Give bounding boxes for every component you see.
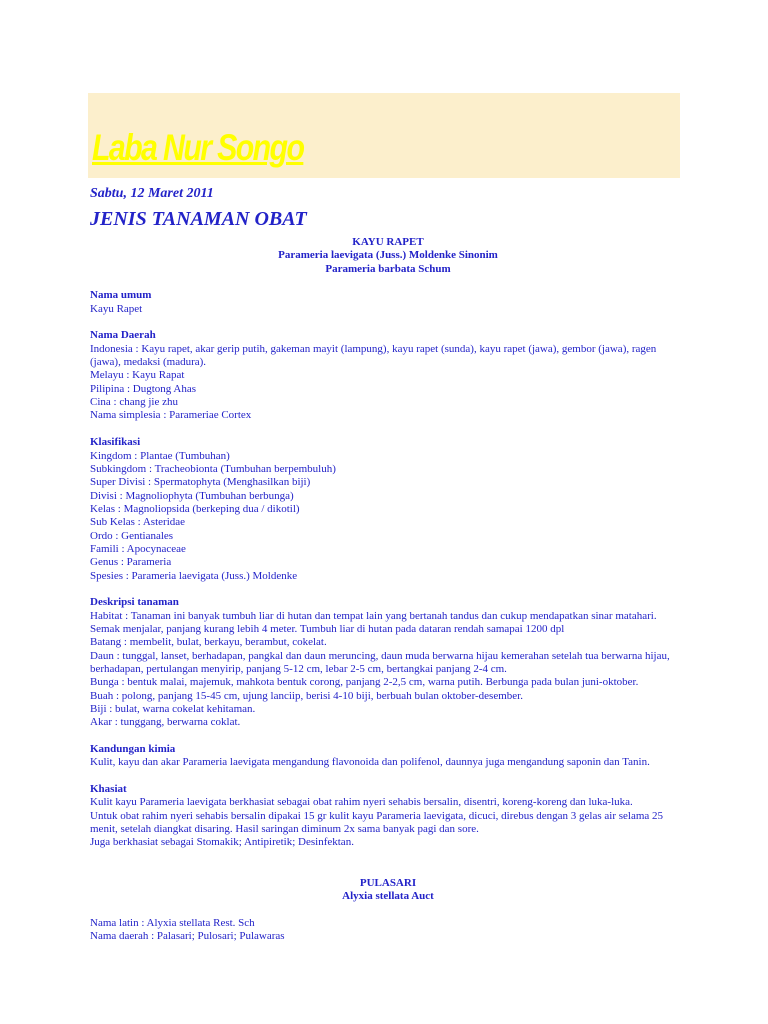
plant1-header — [90, 236, 686, 276]
section-line: Kelas : Magnoliopsida (berkeping dua / dikotil) — [90, 502, 300, 515]
plant-header-line: PULASARI — [359, 876, 417, 889]
plant1-sections — [90, 289, 686, 849]
blog-title-link[interactable]: Laba Nur Songo — [92, 127, 304, 168]
section-line: Bunga : bentuk malai, majemuk, mahkota bentuk corong, panjang 2-2,5 cm, warna putih. Berbunga pada bulan juni-oktober. — [90, 676, 639, 689]
plant2-lines — [90, 917, 686, 944]
section-line: Nama simplesia : Parameriae Cortex — [90, 409, 252, 422]
section-line: Kayu Rapet — [90, 302, 143, 315]
section-heading: Nama umum — [90, 289, 152, 302]
section-line: Untuk obat rahim nyeri sehabis bersalin dipakai 15 gr kulit kayu Parameria laevigata, dicuci, direbus dengan 3 gelas air selama 25 menit, setelah diangkat disaring. Hasil saringan diminum 2x sama banyak pagi dan sore. — [90, 809, 664, 836]
blog-header — [88, 93, 680, 178]
section-line: Super Divisi : Spermatophyta (Menghasilkan biji) — [90, 476, 311, 489]
section — [90, 289, 686, 316]
section — [90, 329, 686, 422]
section-line: Sub Kelas : Asteridae — [90, 516, 186, 529]
section-heading: Deskripsi tanaman — [90, 596, 179, 609]
section-line: Ordo : Gentianales — [90, 529, 174, 542]
section-line: Famili : Apocynaceae — [90, 542, 186, 555]
section-line: Nama daerah : Palasari; Pulosari; Pulawaras — [90, 929, 285, 942]
section-line: Daun : tunggal, lanset, berhadapan, pangkal dan daun meruncing, daun muda berwarna hijau kemerahan setelah tua berwarna hijau, berhadapan, pertulangan menyirip, panjang 5-12 cm, lebar 2-5 cm, bertangkai panjang 2-4 cm. — [90, 649, 670, 675]
section-line: Kulit kayu Parameria laevigata berkhasiat sebagai obat rahim nyeri sehabis bersalin, disentri, koreng-koreng dan luka-luka. — [90, 796, 633, 809]
plant-header-line: Parameria laevigata (Juss.) Moldenke Sinonim — [278, 249, 498, 262]
plant-header-line: Alyxia stellata Auct — [342, 889, 434, 902]
plant-header-line: KAYU RAPET — [352, 236, 424, 248]
section-line: Buah : polong, panjang 15-45 cm, ujung lanciip, berisi 4-10 biji, berbuah bulan oktober-desember. — [90, 689, 523, 702]
section-line: Kingdom : Plantae (Tumbuhan) — [90, 449, 230, 462]
section-line: Indonesia : Kayu rapet, akar gerip putih, gakeman mayit (lampung), kayu rapet (sunda), kayu rapet (jawa), gembor (jawa), ragen (jawa), medaksi (madura). — [90, 342, 657, 369]
section-line: Spesies : Parameria laevigata (Juss.) Moldenke — [90, 569, 298, 582]
section-line: Melayu : Kayu Rapat — [90, 369, 185, 382]
section-line: Juga berkhasiat sebagai Stomakik; Antipiretik; Desinfektan. — [90, 836, 354, 849]
section-line: Biji : bulat, warna cokelat kehitaman. — [90, 703, 256, 716]
section — [90, 743, 686, 770]
section-heading: Kandungan kimia — [90, 743, 176, 756]
plant2-header — [90, 877, 686, 904]
section-line: Cina : chang jie zhu — [90, 396, 178, 409]
section-line: Pilipina : Dugtong Ahas — [90, 382, 197, 395]
section — [90, 783, 686, 850]
section-line: Batang : membelit, bulat, berkayu, berambut, cokelat. — [90, 636, 327, 649]
section-line: Genus : Parameria — [90, 556, 172, 569]
section — [90, 596, 686, 729]
plant-header-line: Parameria barbata Schum — [325, 262, 451, 275]
section-line: Habitat : Tanaman ini banyak tumbuh liar di hutan dan tempat lain yang bertanah tandus dan cukup mendapatkan sinar matahari. Semak menjalar, panjang kurang lebih 4 meter. Tumbuh liar di hutan pada dataran rendah samapai 1200 dpl — [90, 609, 657, 635]
section-heading: Khasiat — [90, 783, 127, 796]
post-body — [90, 236, 686, 943]
section-heading: Nama Daerah — [90, 329, 156, 342]
post-date: Sabtu, 12 Maret 2011 — [90, 186, 214, 201]
section-heading: Klasifikasi — [90, 436, 141, 449]
section — [90, 436, 686, 583]
section-line: Divisi : Magnoliophyta (Tumbuhan berbunga) — [90, 489, 294, 502]
section-line: Subkingdom : Tracheobionta (Tumbuhan berpembuluh) — [90, 462, 336, 475]
section-line: Kulit, kayu dan akar Parameria laevigata mengandung flavonoida dan polifenol, daunnya juga mengandung saponin dan Tanin. — [90, 756, 650, 769]
section-line: Nama latin : Alyxia stellata Rest. Sch — [90, 916, 255, 929]
section-line: Akar : tunggang, berwarna coklat. — [90, 716, 241, 729]
post-title: JENIS TANAMAN OBAT — [90, 208, 307, 230]
